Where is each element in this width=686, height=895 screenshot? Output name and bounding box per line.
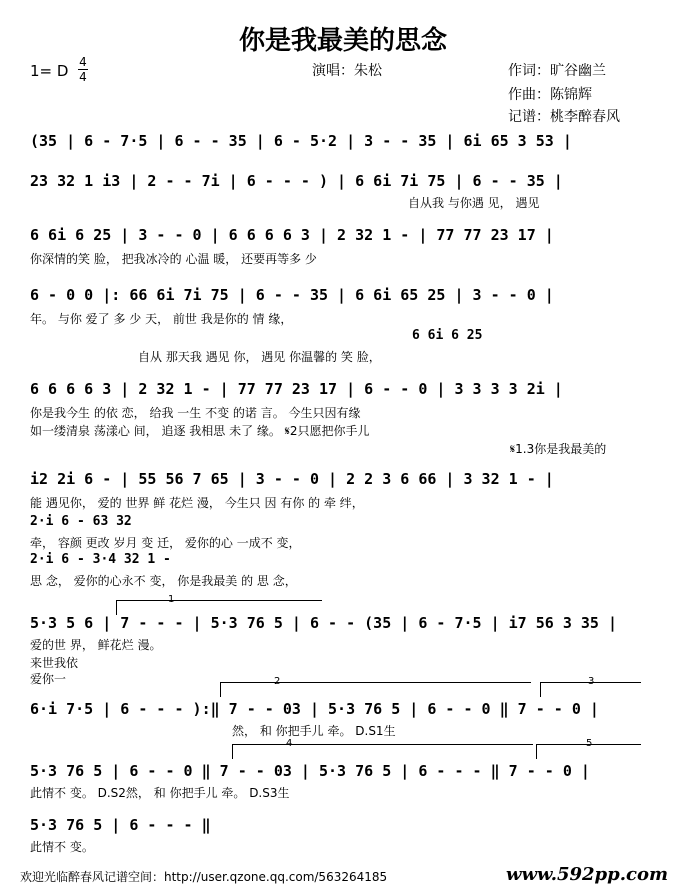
- volta-number: 4: [286, 738, 293, 749]
- lyrics-line-2: 来世我依: [30, 656, 79, 670]
- alt-notes: 6 6i 6 25: [412, 328, 483, 343]
- composer-credit: 作曲：陈锦辉: [508, 87, 592, 103]
- song-title: 你是我最美的思念: [238, 26, 447, 56]
- time-bottom: 4: [79, 70, 87, 84]
- lyricist-credit: 作词：旷谷幽兰: [508, 63, 606, 79]
- lyrics-line-2: 牵， 容颜 更改 岁月 变 迁， 爱你的心 一成不 变，: [30, 536, 301, 550]
- lyrics-line-1: 能 遇见你， 爱的 世界 鲜 花烂 漫， 今生只 因 有你 的 牵 绊，: [30, 496, 364, 510]
- lyrics-line-3: 思 念， 爱你的心永不 变， 你是我最美 的 思 念，: [30, 574, 297, 588]
- volta-number: 1: [168, 594, 175, 605]
- notes: (35 | 6 - 7·5 | 6 - - 35 | 6 - 5·2 | 3 - - 35 | 6i 65 3 53 |: [30, 132, 572, 150]
- volta-number: 3: [588, 676, 595, 687]
- volta-number: 2: [274, 676, 281, 687]
- notes: 6 6i 6 25 | 3 - - 0 | 6 6 6 6 3 | 2 32 1 - | 77 77 23 17 |: [30, 226, 554, 244]
- time-top: 4: [79, 55, 87, 69]
- notes: i2 2i 6 - | 55 56 7 65 | 3 - - 0 | 2 2 3 6 66 | 3 32 1 - |: [30, 470, 554, 488]
- volta-1: [116, 600, 322, 615]
- volta-2: [220, 682, 531, 697]
- lyrics-line-1: 此情不 变。: [30, 840, 94, 854]
- singer-credit: 演唱：朱松: [312, 63, 382, 79]
- lyrics-line-1: 爱的世 界， 鲜花烂 漫。: [30, 638, 162, 652]
- lyrics-line-1: 你深情的笑 脸， 把我冰冷的 心温 暖， 还要再等多 少: [30, 252, 317, 266]
- watermark-logo: www.592pp.com: [506, 864, 668, 885]
- notes: 5·3 5 6 | 7 - - - | 5·3 76 5 | 6 - - (35 | 6 - 7·5 | i7 56 3 35 |: [30, 614, 617, 632]
- lyrics-line-1: 年。 与你 爱了 多 少 天， 前世 我是你的 情 缘，: [30, 312, 293, 326]
- notes: 23 32 1 i3 | 2 - - 7i | 6 - - - ) | 6 6i 7i 75 | 6 - - 35 |: [30, 172, 563, 190]
- notes: 6 6 6 6 3 | 2 32 1 - | 77 77 23 17 | 6 - - 0 | 3 3 3 3 2i |: [30, 380, 563, 398]
- volta-4: [232, 744, 533, 759]
- lyrics-line-3: 𝄋1.3你是我最美的: [510, 442, 607, 456]
- lyrics-line-1: 自从我 与你遇 见， 遇见: [408, 196, 540, 210]
- lyrics-line-2: 如一缕清泉 荡漾心 间， 追逐 我相思 未了 缘。 𝄋2只愿把你手儿: [30, 424, 370, 438]
- lyrics-line-1: 然， 和 你把手儿 牵。 D.S1生: [232, 724, 396, 738]
- lyrics-line-1: 你是我今生 的依 恋， 给我 一生 不变 的诺 言。 今生只因有缘: [30, 406, 361, 420]
- lyrics-line-3: 爱你一: [30, 672, 67, 686]
- transcriber-credit: 记谱：桃李醉春风: [508, 109, 620, 125]
- key-signature: 1= D: [30, 62, 69, 80]
- footer-text: 欢迎光临醉春风记谱空间：http://user.qzone.qq.com/563264185: [20, 870, 388, 884]
- notes: 5·3 76 5 | 6 - - - ‖: [30, 816, 211, 834]
- alt-notes-2: 2·i 6 - 3·4 32 1 -: [30, 552, 171, 567]
- volta-number: 5: [586, 738, 593, 749]
- alt-notes-1: 2·i 6 - 63 32: [30, 514, 132, 529]
- notes: 5·3 76 5 | 6 - - 0 ‖ 7 - - 03 | 5·3 76 5 | 6 - - - ‖ 7 - - 0 |: [30, 762, 590, 780]
- lyrics-line-1: 此情不 变。 D.S2然， 和 你把手儿 牵。 D.S3生: [30, 786, 290, 800]
- lyrics-line-2: 自从 那天我 遇见 你， 遇见 你温馨的 笑 脸，: [138, 350, 381, 364]
- notes: 6·i 7·5 | 6 - - - ):‖ 7 - - 03 | 5·3 76 5 | 6 - - 0 ‖ 7 - - 0 |: [30, 700, 599, 718]
- notes: 6 - 0 0 |: 66 6i 7i 75 | 6 - - 35 | 6 6i 65 25 | 3 - - 0 |: [30, 286, 554, 304]
- time-signature: [78, 56, 88, 83]
